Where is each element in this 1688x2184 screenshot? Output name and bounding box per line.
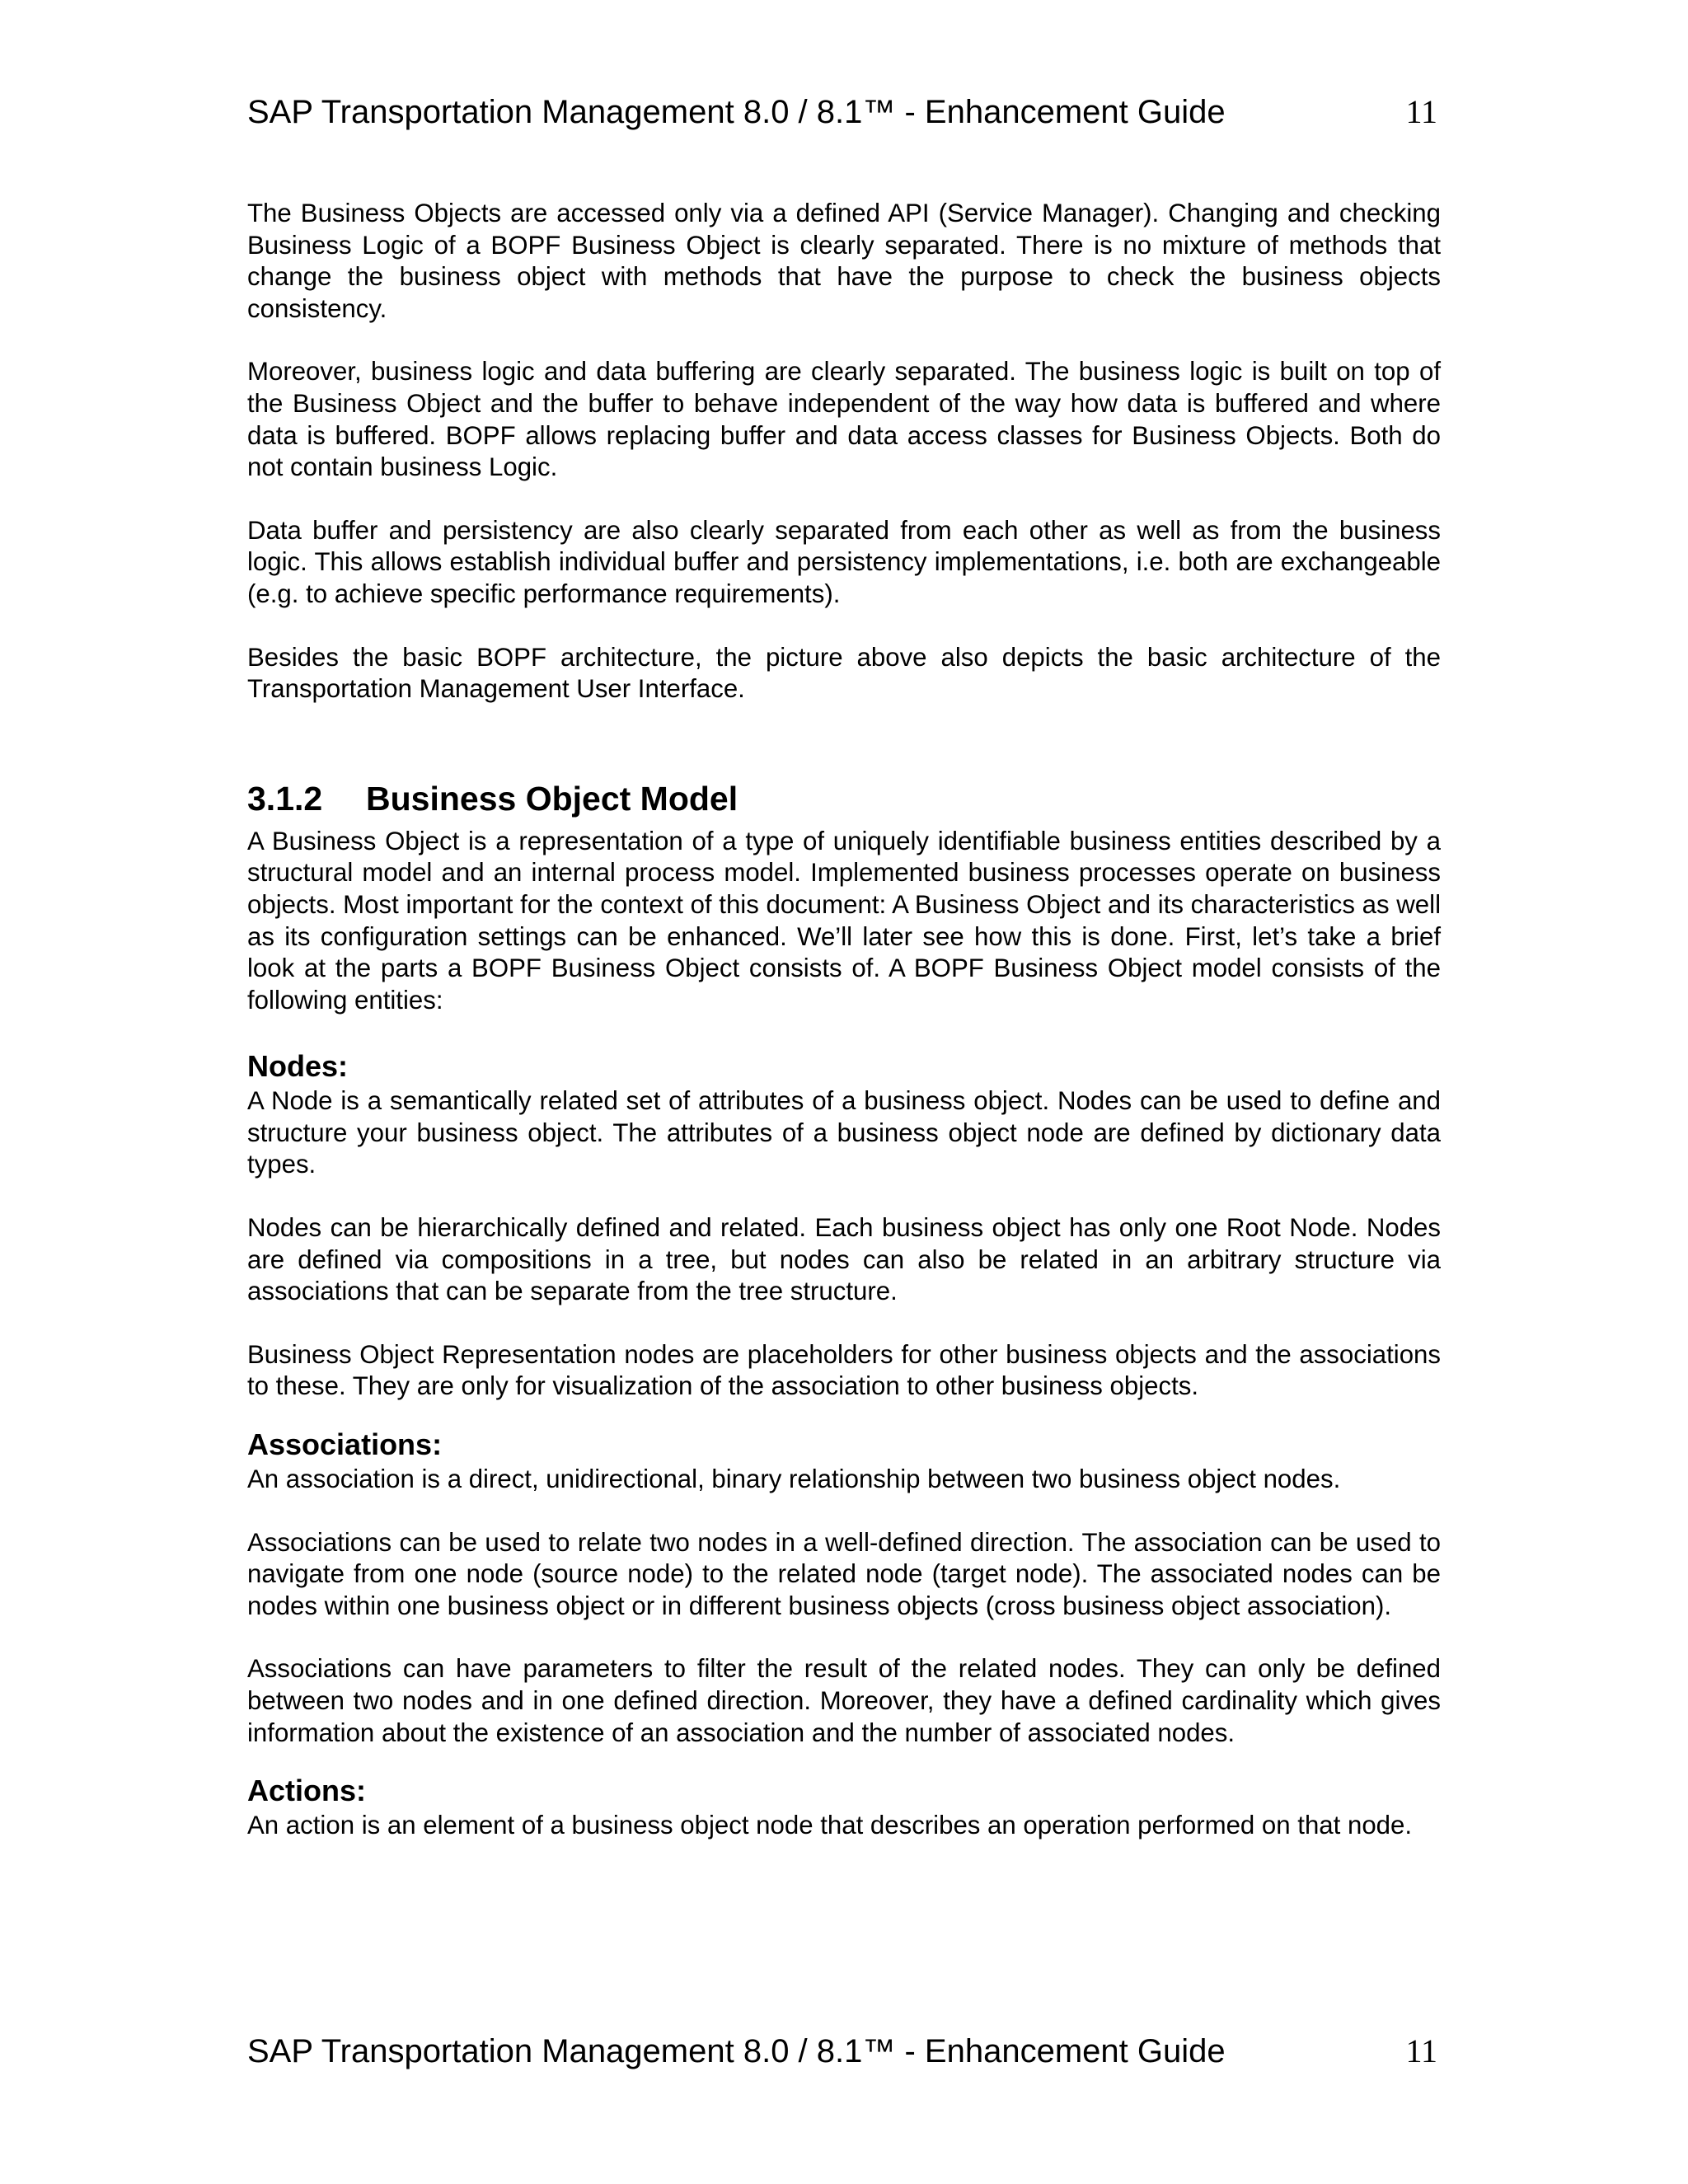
nodes-paragraph-1: A Node is a semantically related set of attributes of a business object. Nodes can be used to define and structure your business object. The attributes of a business object node are defined by dictionary data types. <box>247 1086 1441 1179</box>
intro-paragraph-3: Data buffer and persistency are also clearly separated from each other as well as from the business logic. This allows establish individual buffer and persistency implementations, i.e. both are exchangeable (e.g. to achieve specific performance requirements). <box>247 515 1441 608</box>
intro-paragraph-4: Besides the basic BOPF architecture, the picture above also depicts the basic architecture of the Transportation Management User Interface. <box>247 642 1441 704</box>
nodes-paragraph-2: Nodes can be hierarchically defined and related. Each business object has only one Root Node. Nodes are defined via compositions in a tree, but nodes can also be related in an arbitrary structure via associations that can be separate from the tree structure. <box>247 1213 1441 1306</box>
actions-paragraph-1: An action is an element of a business object node that describes an operation performed on that node. <box>247 1811 1413 1840</box>
associations-heading: Associations: <box>247 1427 443 1462</box>
section-paragraph-1: A Business Object is a representation of a type of uniquely identifiable business entities described by a structural model and an internal process model. Implemented business processes operate on business objects. Most important for the context of this document: A Business Object and its characteristics as well as its configuration settings can be enhanced. We’ll later see how this is done. First, let’s take a brief look at the parts a BOPF Business Object consists of. A BOPF Business Object model consists of the following entities: <box>247 826 1441 1015</box>
section-heading <box>247 778 1441 819</box>
running-header <box>247 92 1441 142</box>
document-page <box>247 0 1441 2184</box>
associations-paragraph-1: An association is a direct, unidirectional, binary relationship between two business object nodes. <box>247 1465 1341 1494</box>
intro-paragraph-2: Moreover, business logic and data buffering are clearly separated. The business logic is built on top of the Business Object and the buffer to behave independent of the way how data is buffered and where data is buffered. BOPF allows replacing buffer and data access classes for Business Objects. Both do not contain business Logic. <box>247 357 1441 482</box>
intro-paragraph-1: The Business Objects are accessed only via a defined API (Service Manager). Changing and checking Business Logic of a BOPF Business Object is clearly separated. There is no mixture of methods that change the business object with methods that have the purpose to check the business objects consistency. <box>247 199 1441 323</box>
nodes-heading: Nodes: <box>247 1049 349 1084</box>
section-title: Business Object Model <box>366 779 738 818</box>
page-body <box>247 198 1441 1873</box>
header-page-number: 11 <box>1405 93 1437 130</box>
running-footer <box>247 2032 1441 2081</box>
actions-heading: Actions: <box>247 1774 366 1808</box>
header-title: SAP Transportation Management 8.0 / 8.1™ - Enhancement Guide <box>247 94 1226 130</box>
associations-paragraph-3: Associations can have parameters to filter the result of the related nodes. They can only be defined between two nodes and in one defined direction. Moreover, they have a defined cardinality which gives information about the existence of an association and the number of associated nodes. <box>247 1654 1441 1747</box>
associations-paragraph-2: Associations can be used to relate two nodes in a well-defined direction. The association can be used to navigate from one node (source node) to the related node (target node). The associated nodes can be nodes within one business object or in different business objects (cross business object association). <box>247 1527 1441 1620</box>
nodes-paragraph-3: Business Object Representation nodes are placeholders for other business objects and the associations to these. They are only for visualization of the association to other business objects. <box>247 1339 1441 1401</box>
footer-title: SAP Transportation Management 8.0 / 8.1™ - Enhancement Guide <box>247 2033 1226 2069</box>
section-number: 3.1.2 <box>247 779 323 818</box>
footer-page-number: 11 <box>1405 2032 1437 2069</box>
